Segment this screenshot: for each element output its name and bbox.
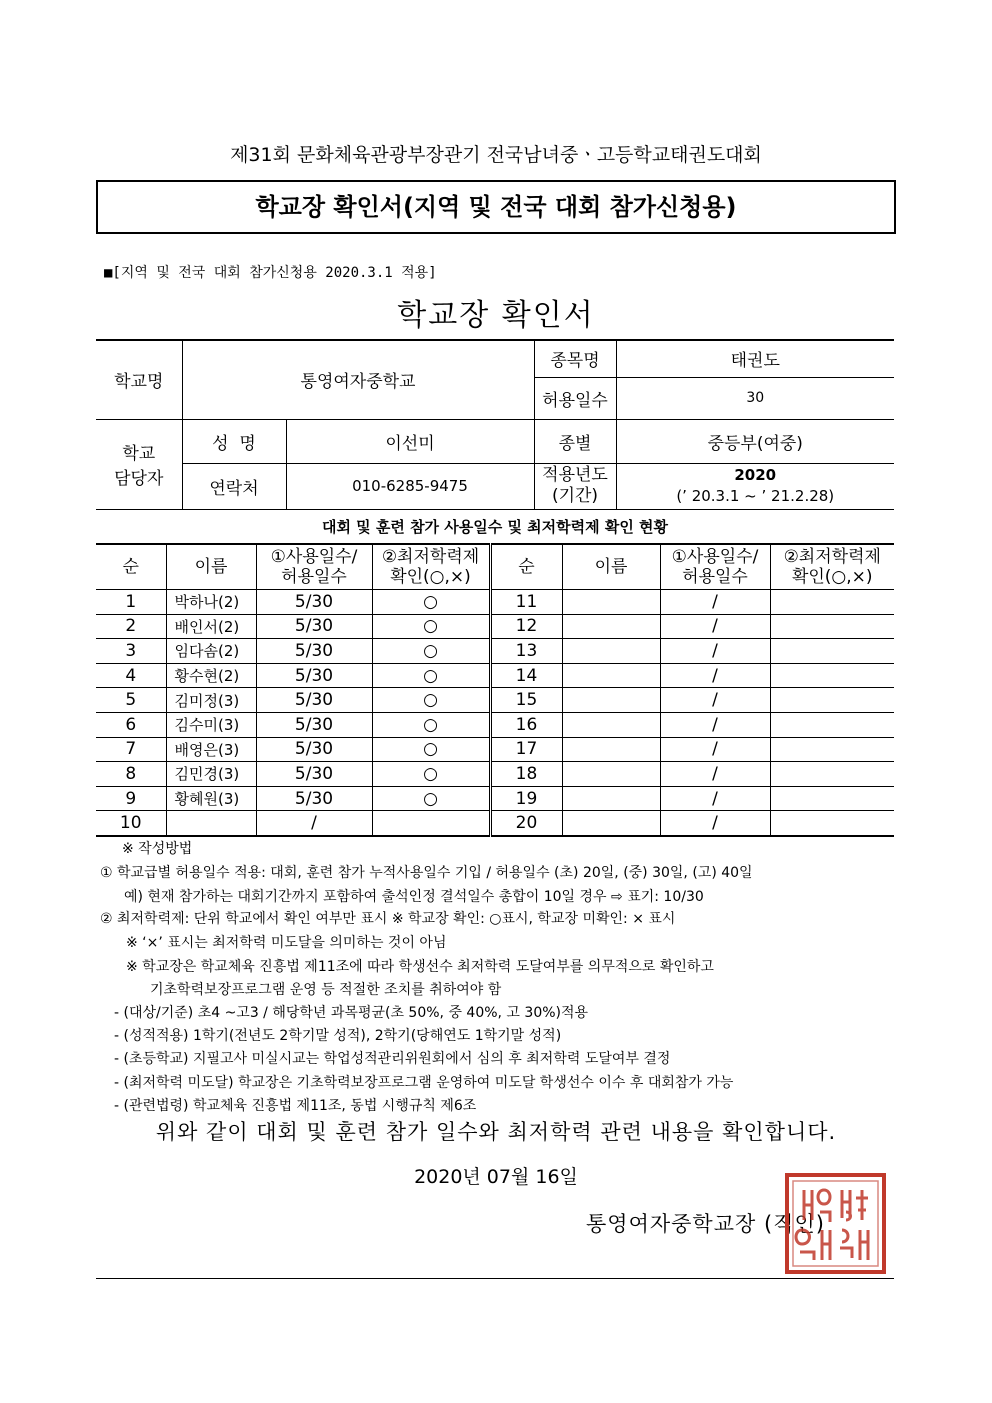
row-days: /	[660, 688, 770, 713]
row-no: 5	[96, 688, 166, 713]
row-name: 황수현(2)	[166, 663, 256, 688]
row-no: 19	[490, 786, 562, 811]
row-days: 5/30	[256, 663, 372, 688]
row-name	[562, 737, 660, 762]
row-days: 5/30	[256, 712, 372, 737]
header-check-2	[770, 544, 894, 590]
event-title: 제31회 문화체육관광부장관기 전국남녀중ㆍ고등학교태권도대회	[230, 144, 762, 166]
row-check: ○	[372, 614, 490, 639]
row-days: /	[256, 811, 372, 836]
row-no: 3	[96, 639, 166, 664]
row-no: 6	[96, 712, 166, 737]
note-line: ※ ‘×’ 표시는 최저학력 미도달을 의미하는 것이 아님	[126, 935, 447, 951]
row-name	[562, 590, 660, 615]
row-check	[770, 811, 894, 836]
row-days: /	[660, 614, 770, 639]
roster-row	[96, 786, 894, 811]
row-name: 김미정(3)	[166, 688, 256, 713]
roster-row	[96, 590, 894, 615]
row-name: 박하나(2)	[166, 590, 256, 615]
note-line: - (최저학력 미도달) 학교장은 기초학력보장프로그램 운영하여 미도달 학생선수 이수 후 대회참가 가능	[114, 1075, 734, 1091]
row-name	[562, 762, 660, 787]
roster-row	[96, 614, 894, 639]
header-days-line1: ①사용일수/	[270, 547, 358, 567]
header-days-2-line1: ①사용일수/	[671, 547, 759, 567]
note-line: 예) 현재 참가하는 대회기간까지 포함하여 출석인정 결석일수 총합이 10일 경우 ⇨ 표기: 10/30	[124, 889, 704, 905]
note-line: 기초학력보장프로그램 운영 등 적절한 조치를 취하여야 함	[150, 982, 502, 998]
roster-row	[96, 737, 894, 762]
row-days: /	[660, 811, 770, 836]
category-label: 종별	[534, 419, 616, 463]
row-no: 16	[490, 712, 562, 737]
row-days: 5/30	[256, 688, 372, 713]
row-name	[562, 639, 660, 664]
header-no: 순	[96, 544, 166, 590]
row-check: ○	[372, 762, 490, 787]
roster-row	[96, 762, 894, 787]
row-no: 8	[96, 762, 166, 787]
row-days: /	[660, 762, 770, 787]
note-line: ① 학교급별 허용일수 적용: 대회, 훈련 참가 누적사용일수 기입 / 허용일수 (초) 20일, (중) 30일, (고) 40일	[100, 865, 753, 881]
header-check-2-line1: ②최저학력제	[783, 547, 881, 567]
row-days: 5/30	[256, 786, 372, 811]
name-label: 성 명	[182, 419, 286, 463]
row-days: /	[660, 590, 770, 615]
row-days: 5/30	[256, 639, 372, 664]
header-check-line1: ②최저학력제	[381, 547, 480, 567]
roster-row	[96, 639, 894, 664]
note-line: - (초등학교) 지필고사 미실시교는 학업성적관리위원회에서 심의 후 최저학력 도달여부 결정	[114, 1051, 671, 1067]
row-no: 11	[490, 590, 562, 615]
row-days: /	[660, 663, 770, 688]
signer: 통영여자중학교장 (직인)	[586, 1212, 825, 1236]
row-no: 1	[96, 590, 166, 615]
header-days	[256, 544, 372, 590]
roster-row	[96, 688, 894, 713]
row-no: 7	[96, 737, 166, 762]
row-days: /	[660, 639, 770, 664]
form-title: 학교장 확인서(지역 및 전국 대회 참가신청용)	[96, 180, 896, 234]
row-name: 배영은(3)	[166, 737, 256, 762]
header-no-2: 순	[490, 544, 562, 590]
row-name	[562, 811, 660, 836]
apply-note: ■[지역 및 전국 대회 참가신청용 2020.3.1 적용]	[104, 265, 437, 281]
row-no: 9	[96, 786, 166, 811]
header-days-2-line2: 허용일수	[682, 567, 748, 587]
note-line: ※ 학교장은 학교체육 진흥법 제11조에 따라 학생선수 최저학력 도달여부를 의무적으로 확인하고	[126, 959, 714, 975]
year-label-line2: (기간)	[551, 486, 599, 506]
row-no: 2	[96, 614, 166, 639]
row-check	[770, 786, 894, 811]
row-check: ○	[372, 663, 490, 688]
row-check	[770, 590, 894, 615]
row-check	[770, 762, 894, 787]
roster-header-row	[96, 544, 894, 590]
row-no: 13	[490, 639, 562, 664]
row-name: 황혜원(3)	[166, 786, 256, 811]
roster-table	[96, 543, 894, 837]
row-days: 5/30	[256, 614, 372, 639]
row-check	[770, 737, 894, 762]
header-name: 이름	[166, 544, 256, 590]
row-check	[770, 639, 894, 664]
contact-label: 연락처	[182, 463, 286, 509]
sport-value: 태권도	[616, 340, 894, 377]
header-check	[372, 544, 490, 590]
manager-name: 이선미	[286, 419, 534, 463]
row-check	[770, 614, 894, 639]
row-name	[562, 614, 660, 639]
contact-value: 010-6285-9475	[286, 463, 534, 509]
row-no: 14	[490, 663, 562, 688]
row-days: 5/30	[256, 762, 372, 787]
manager-label-line1: 학교	[122, 444, 156, 464]
row-no: 4	[96, 663, 166, 688]
row-check	[770, 688, 894, 713]
row-days: /	[660, 737, 770, 762]
row-check	[770, 712, 894, 737]
row-check	[770, 663, 894, 688]
roster-row	[96, 663, 894, 688]
row-check: ○	[372, 712, 490, 737]
row-name: 김민경(3)	[166, 762, 256, 787]
manager-label-line2: 담당자	[114, 469, 164, 489]
row-no: 20	[490, 811, 562, 836]
note-line: ② 최저학력제: 단위 학교에서 확인 여부만 표시 ※ 학교장 확인: ○표시, 학교장 미확인: × 표시	[100, 911, 676, 927]
header-name-2: 이름	[562, 544, 660, 590]
year-value-cell	[616, 463, 894, 509]
row-name: 김수미(3)	[166, 712, 256, 737]
row-no: 10	[96, 811, 166, 836]
note-line: - (관련법령) 학교체육 진흥법 제11조, 동법 시행규칙 제6조	[114, 1098, 477, 1114]
header-check-line2: 확인(○,×)	[390, 567, 471, 587]
year-value: 2020	[734, 466, 777, 484]
row-name	[166, 811, 256, 836]
category-value: 중등부(여중)	[616, 419, 894, 463]
row-check: ○	[372, 737, 490, 762]
main-title: 학교장 확인서	[397, 298, 595, 333]
row-no: 15	[490, 688, 562, 713]
row-name: 배인서(2)	[166, 614, 256, 639]
header-days-line2: 허용일수	[281, 567, 347, 587]
roster-row	[96, 811, 894, 836]
allowed-days-label: 허용일수	[534, 377, 616, 419]
row-days: /	[660, 712, 770, 737]
row-check: ○	[372, 590, 490, 615]
sport-label: 종목명	[534, 340, 616, 377]
row-name	[562, 688, 660, 713]
status-title: 대회 및 훈련 참가 사용일수 및 최저학력제 확인 현황	[321, 518, 669, 536]
row-no: 17	[490, 737, 562, 762]
note-line: ※ 작성방법	[122, 841, 193, 857]
year-label-line1: 적용년도	[542, 465, 608, 485]
year-label	[534, 463, 616, 509]
row-check: ○	[372, 786, 490, 811]
manager-label	[96, 419, 182, 509]
row-check: ○	[372, 639, 490, 664]
period-value: (’ 20.3.1 ~ ’ 21.2.28)	[676, 487, 835, 505]
row-check	[372, 811, 490, 836]
closing-statement: 위와 같이 대회 및 훈련 참가 일수와 최저학력 관련 내용을 확인합니다.	[155, 1120, 837, 1144]
row-name	[562, 712, 660, 737]
school-info-table	[96, 339, 894, 510]
bottom-rule	[96, 1278, 894, 1279]
row-days: 5/30	[256, 737, 372, 762]
row-name: 임다솜(2)	[166, 639, 256, 664]
note-line: - (대상/기준) 초4 ~고3 / 해당학년 과목평균(초 50%, 중 40%, 고 30%)적용	[114, 1005, 589, 1021]
row-name	[562, 786, 660, 811]
row-days: 5/30	[256, 590, 372, 615]
school-label: 학교명	[96, 340, 182, 419]
roster-row	[96, 712, 894, 737]
row-days: /	[660, 786, 770, 811]
issue-date: 2020년 07월 16일	[414, 1166, 578, 1188]
row-check: ○	[372, 688, 490, 713]
allowed-days-value: 30	[616, 377, 894, 419]
row-no: 18	[490, 762, 562, 787]
official-seal-icon	[784, 1172, 887, 1275]
header-days-2	[660, 544, 770, 590]
note-line: - (성적적용) 1학기(전년도 2학기말 성적), 2학기(당해연도 1학기말 성적)	[114, 1028, 562, 1044]
header-check-2-line2: 확인(○,×)	[791, 567, 873, 587]
school-name: 통영여자중학교	[182, 340, 534, 419]
row-name	[562, 663, 660, 688]
row-no: 12	[490, 614, 562, 639]
